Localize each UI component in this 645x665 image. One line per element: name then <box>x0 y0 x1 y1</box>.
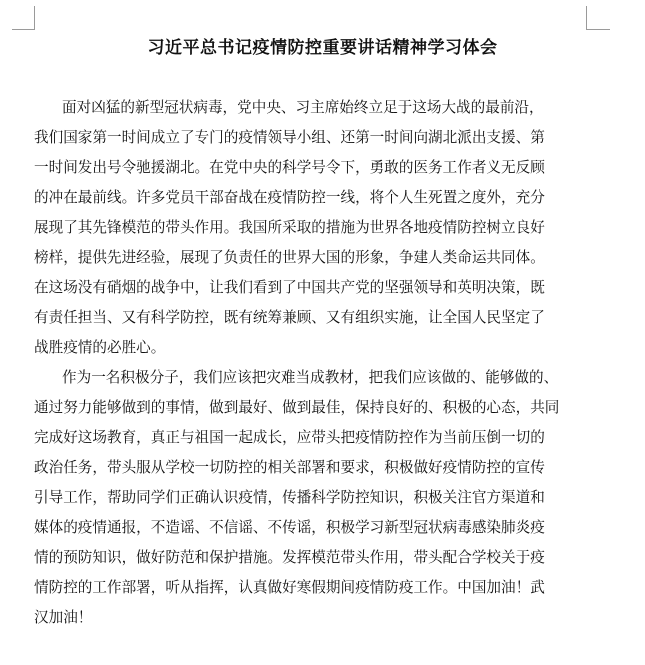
body-line: 一时间发出号令驰援湖北。在党中央的科学号令下，勇敢的医务工作者义无反顾 <box>34 159 545 176</box>
body-line: 我们国家第一时间成立了专门的疫情领导小组、还第一时间向湖北派出支援、第 <box>34 129 545 146</box>
body-line: 有责任担当、又有科学防控，既有统筹兼顾、又有组织实施，让全国人民坚定了 <box>34 309 545 326</box>
body-line: 面对凶猛的新型冠状病毒，党中央、习主席始终立足于这场大战的最前沿， <box>62 99 544 116</box>
document-body <box>34 93 596 633</box>
crop-mark-top-right-vertical <box>586 6 587 30</box>
body-line: 榜样，提供先进经验，展现了负责任的世界大国的形象，争建人类命运共同体。 <box>34 249 545 266</box>
body-line: 情的预防知识，做好防范和保护措施。发挥模范带头作用，带头配合学校关于疫 <box>34 549 545 566</box>
crop-mark-top-right-horizontal <box>586 29 610 30</box>
body-line: 的冲在最前线。许多党员干部奋战在疫情防控一线，将个人生死置之度外，充分 <box>34 189 545 206</box>
body-line: 战胜疫情的必胜心。 <box>34 339 166 356</box>
document-title: 习近平总书记疫情防控重要讲话精神学习体会 <box>147 38 498 58</box>
crop-mark-top-left-horizontal <box>12 29 35 30</box>
body-line: 展现了其先锋模范的带头作用。我国所采取的措施为世界各地疫情防控树立良好 <box>34 219 545 236</box>
body-line: 媒体的疫情通报，不造谣、不信谣、不传谣，积极学习新型冠状病毒感染肺炎疫 <box>34 519 545 536</box>
body-line: 在这场没有硝烟的战争中，让我们看到了中国共产党的坚强领导和英明决策，既 <box>34 279 545 296</box>
body-line: 完成好这场教育，真正与祖国一起成长，应带头把疫情防控作为当前压倒一切的 <box>34 429 545 446</box>
body-line: 情防控的工作部署，听从指挥，认真做好寒假期间疫情防疫工作。中国加油！武 <box>34 579 545 596</box>
crop-mark-top-left-vertical <box>34 6 35 30</box>
body-line: 通过努力能够做到的事情，做到最好、做到最佳，保持良好的、积极的心态，共同 <box>34 399 560 416</box>
body-line: 引导工作，帮助同学们正确认识疫情，传播科学防控知识，积极关注官方渠道和 <box>34 489 545 506</box>
body-line: 汉加油！ <box>34 609 93 626</box>
body-line: 作为一名积极分子，我们应该把灾难当成教材，把我们应该做的、能够做的、 <box>62 369 559 386</box>
body-line: 政治任务，带头服从学校一切防控的相关部署和要求，积极做好疫情防控的宣传 <box>34 459 545 476</box>
